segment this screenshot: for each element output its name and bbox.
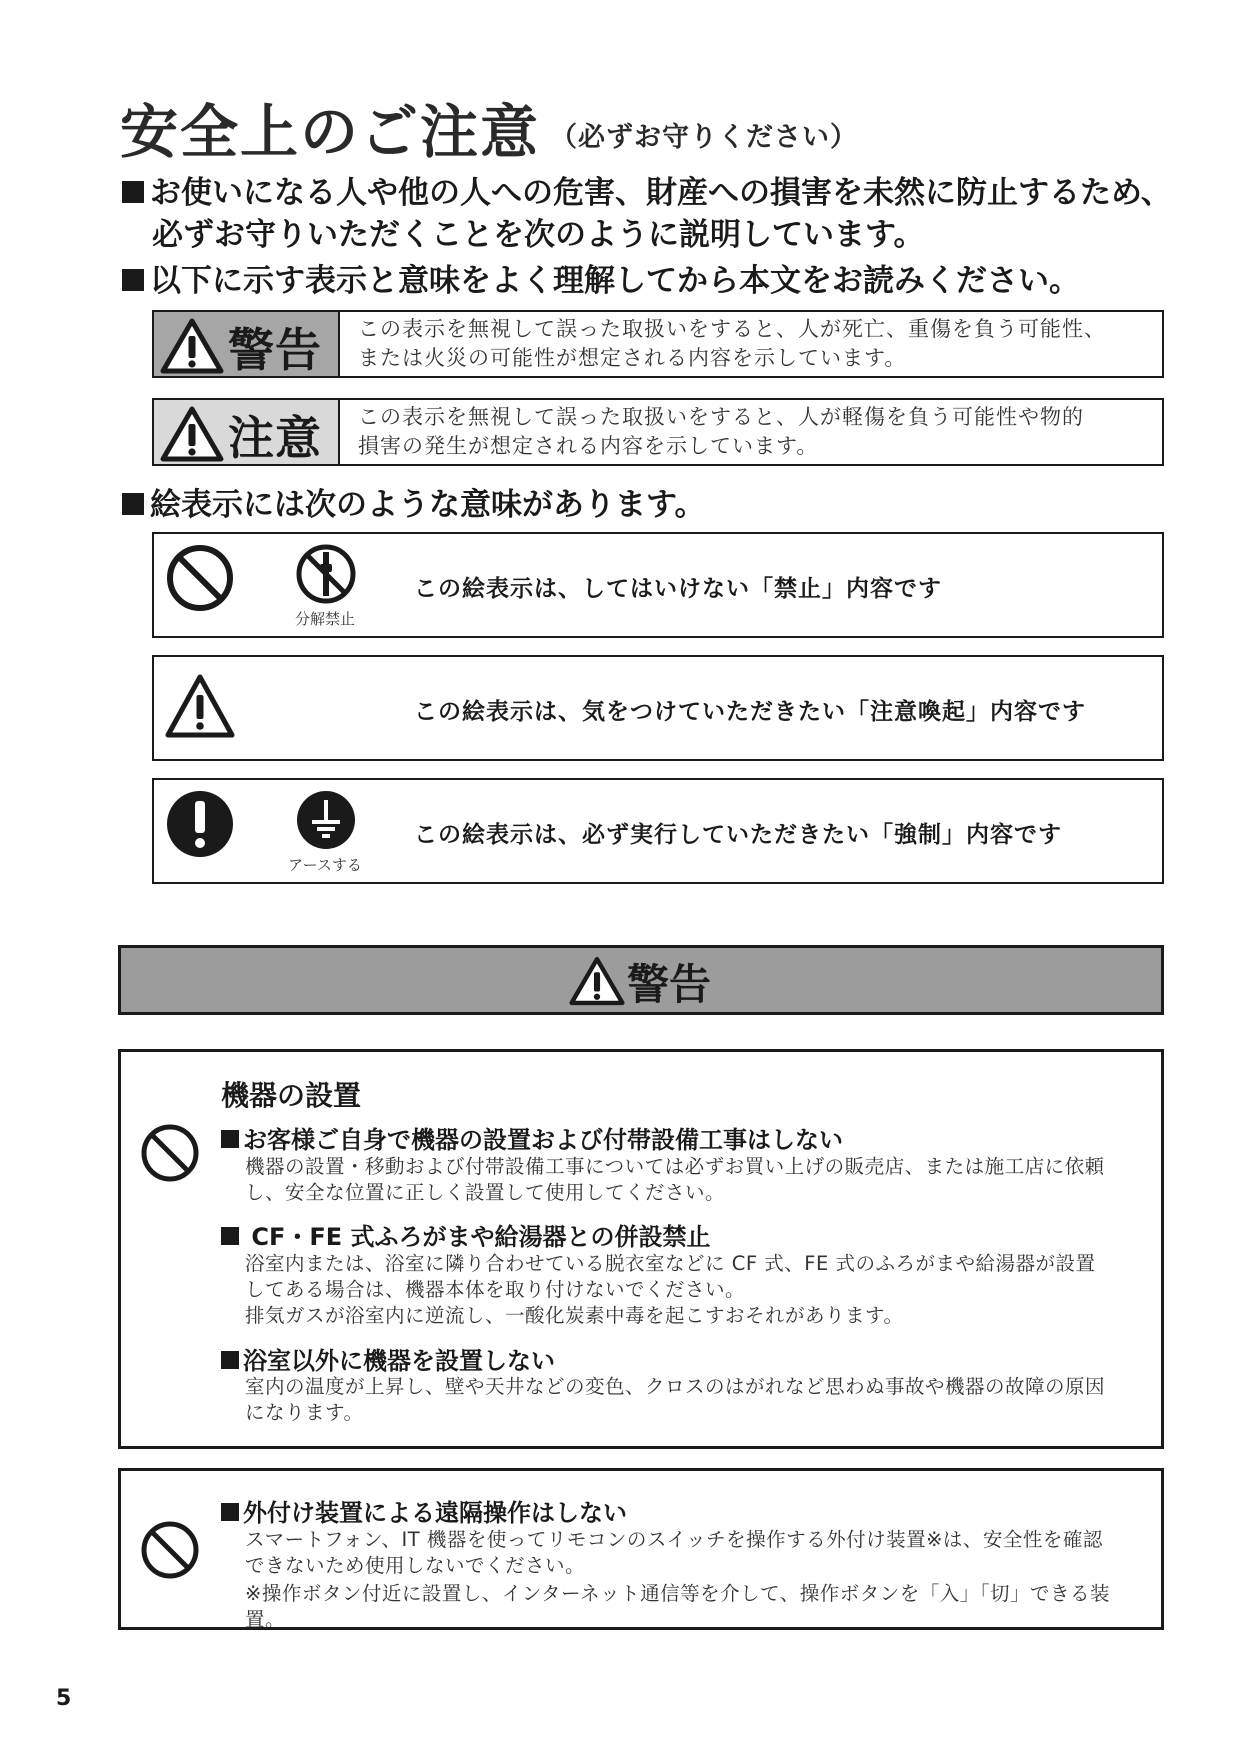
signal-word-warning: 警告	[228, 323, 322, 377]
pictogram-row-mandatory	[152, 778, 1164, 884]
square-bullet-icon	[221, 1130, 239, 1148]
prohibition-icon	[139, 1122, 201, 1184]
warning-triangle-icon	[160, 318, 224, 374]
ground-icon	[294, 788, 358, 852]
caution-triangle-icon	[164, 673, 236, 741]
caution-triangle-icon	[160, 406, 224, 462]
square-bullet-icon	[221, 1227, 239, 1245]
signal-word-caution: 注意	[228, 411, 322, 465]
install-item-title: お客様ご自身で機器の設置および付帯設備工事はしない	[221, 1120, 843, 1155]
square-bullet-icon	[122, 181, 144, 203]
install-warning-panel	[118, 1049, 1164, 1449]
pictogram-desc-caution: この絵表示は、気をつけていただきたい「注意喚起」内容です	[414, 699, 1086, 725]
pictogram-caption-ground: アースする	[288, 856, 362, 874]
prohibition-icon	[164, 542, 236, 614]
warning-banner	[118, 945, 1164, 1015]
pictogram-desc-prohibition: この絵表示は、してはいけない「禁止」内容です	[414, 576, 942, 602]
signal-label-warning	[154, 312, 340, 376]
install-section-heading: 機器の設置	[221, 1079, 362, 1112]
install-item-title: 浴室以外に機器を設置しない	[221, 1341, 555, 1376]
install-item-body: 浴室内または、浴室に隣り合わせている脱衣室などに CF 式、FE 式のふろがまや給湯器が設置 してある場合は、機器本体を取り付けないでください。 排気ガスが浴室内に逆流し、一酸化炭素中毒を起こすおそれがあります。	[245, 1252, 1096, 1327]
square-bullet-icon	[221, 1351, 239, 1369]
pictogram-heading: 絵表示には次のような意味があります。	[122, 484, 706, 526]
remote-item-title: 外付け装置による遠隔操作はしない	[221, 1493, 627, 1528]
prohibition-icon	[139, 1519, 201, 1581]
page-title-note: （必ずお守りください）	[550, 122, 859, 153]
install-item-body: 機器の設置・移動および付帯設備工事については必ずお買い上げの販売店、または施工店に依頼 し、安全な位置に正しく設置して使用してください。	[245, 1155, 1105, 1204]
signal-desc-warning: この表示を無視して誤った取扱いをすると、人が死亡、重傷を負う可能性、 または火災の可能性が想定される内容を示しています。	[358, 317, 1106, 370]
warning-banner-label: 警告	[627, 960, 712, 1009]
no-disassembly-icon	[294, 542, 358, 606]
pictogram-row-caution	[152, 655, 1164, 761]
remote-item-body: スマートフォン、IT 機器を使ってリモコンのスイッチを操作する外付け装置※は、安全性を確認 できないため使用しないでください。	[245, 1528, 1103, 1577]
page-number: 5	[56, 1686, 72, 1711]
install-item-title: CF・FE 式ふろがまや給湯器との併設禁止	[221, 1217, 711, 1252]
mandatory-icon	[164, 788, 236, 860]
pictogram-desc-mandatory: この絵表示は、必ず実行していただきたい「強制」内容です	[414, 822, 1062, 848]
remote-warning-panel	[118, 1468, 1164, 1630]
square-bullet-icon	[221, 1503, 239, 1521]
intro-note: 以下に示す表示と意味をよく理解してから本文をお読みください。	[122, 260, 1080, 302]
square-bullet-icon	[122, 493, 144, 515]
signal-label-caution	[154, 400, 340, 464]
intro-line-2: 必ずお守りいただくことを次のように説明しています。	[152, 217, 925, 253]
remote-item-note: ※操作ボタン付近に設置し、インターネット通信等を介して、操作ボタンを「入」「切」できる装置。	[245, 1582, 1110, 1631]
signal-box-warning	[152, 310, 1164, 378]
page-title: 安全上のご注意 $^{(必ずお守りください)}$	[120, 98, 859, 166]
pictogram-caption-disassembly: 分解禁止	[294, 610, 355, 628]
pictogram-row-prohibition	[152, 532, 1164, 638]
signal-desc-caution: この表示を無視して誤った取扱いをすると、人が軽傷を負う可能性や物的 損害の発生が想定される内容を示しています。	[358, 405, 1084, 458]
square-bullet-icon	[122, 269, 144, 291]
intro-paragraph: お使いになる人や他の人への危害、財産への損害を未然に防止するため、 必ずお守りいただくことを次のように説明しています。	[122, 172, 1172, 256]
install-item-body: 室内の温度が上昇し、壁や天井などの変色、クロスのはがれなど思わぬ事故や機器の故障の原因 になります。	[245, 1375, 1106, 1424]
warning-triangle-icon	[569, 956, 625, 1006]
signal-box-caution	[152, 398, 1164, 466]
